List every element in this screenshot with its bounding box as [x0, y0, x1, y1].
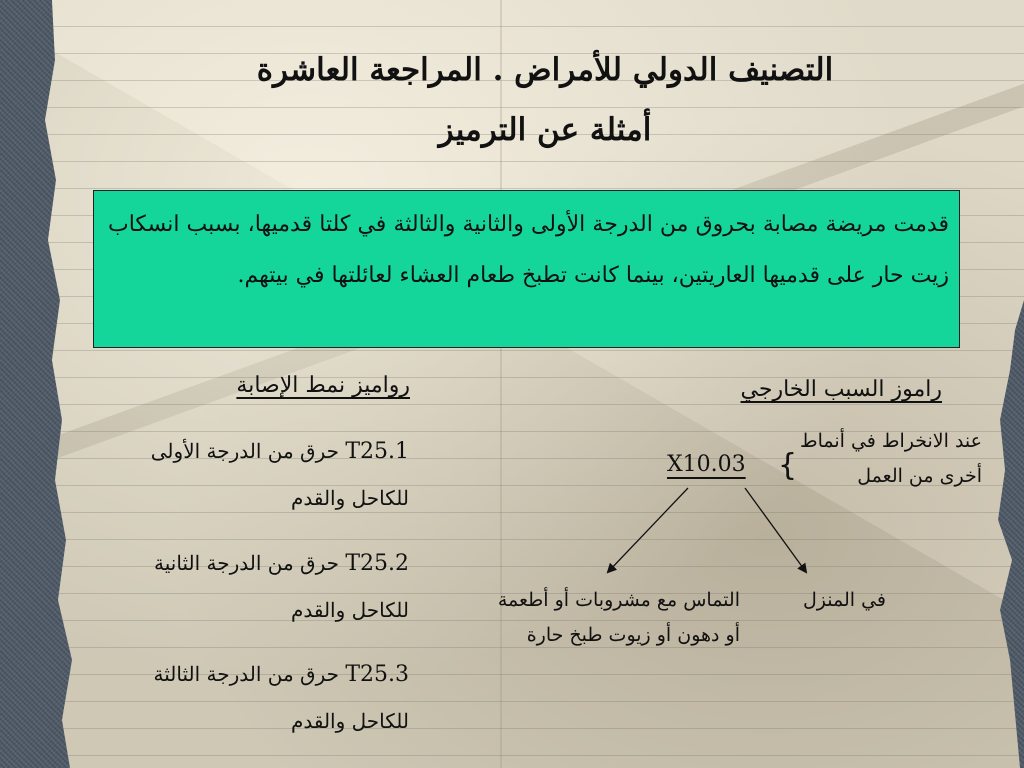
injury-code: T25.3 [345, 662, 409, 687]
injury-description: حرق من الدرجة الثالثة للكاحل والقدم [153, 662, 409, 733]
case-description: قدمت مريضة مصابة بحروق من الدرجة الأولى والثانية والثالثة في كلتا قدميها، بسبب انسكاب زيت حار على قدميها العاريتين، بينما كانت تطبخ طعام العشاء لعائلتها في بيتهم. [108, 212, 949, 288]
slide-title: التصنيف الدولي للأمراض . المراجعة العاشرة [256, 52, 834, 88]
arrow-to-home [745, 488, 806, 572]
activity-description: عند الانخراط في أنماط أخرى من العمل [800, 430, 982, 487]
external-cause-heading: راموز السبب الخارجي [740, 377, 942, 402]
external-cause-code: X10.03 [667, 452, 746, 477]
slide-subtitle: أمثلة عن الترميز [438, 112, 652, 148]
place-description: في المنزل [802, 589, 886, 611]
injury-code: T25.1 [345, 439, 409, 464]
injury-description: حرق من الدرجة الأولى للكاحل والقدم [150, 439, 409, 510]
injury-code: T25.2 [345, 551, 409, 576]
cause-description: التماس مع مشروبات أو أطعمة أو دهون أو زيوت طبخ حارة [497, 589, 740, 646]
injury-description: حرق من الدرجة الثانية للكاحل والقدم [154, 551, 409, 622]
arrow-to-contact [608, 488, 688, 572]
brace-icon: { [778, 448, 798, 483]
injury-type-heading: رواميز نمط الإصابة [236, 373, 410, 398]
